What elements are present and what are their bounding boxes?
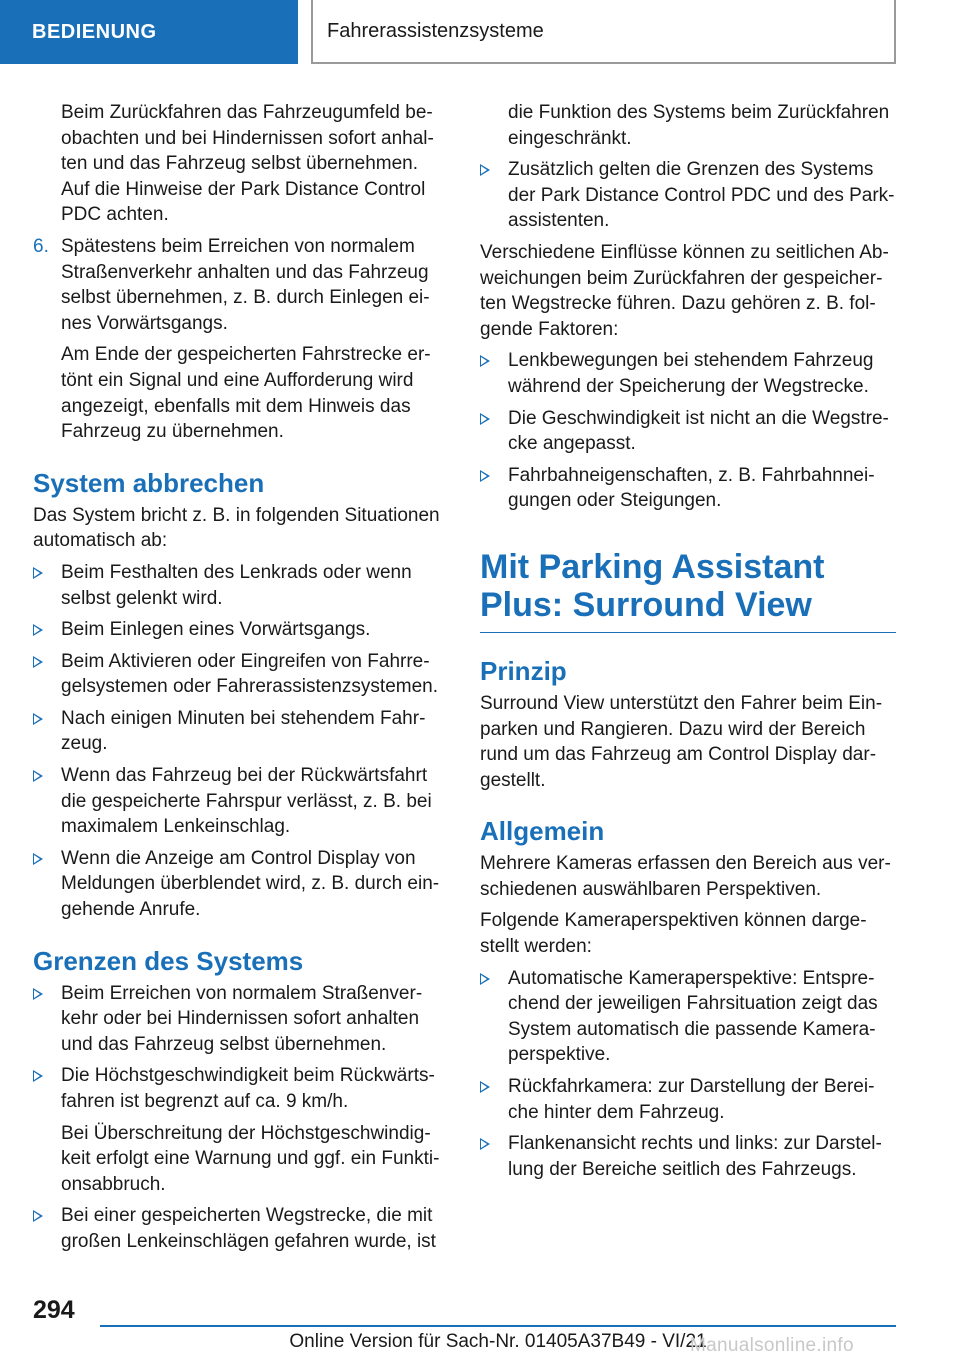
list-item-text: Rückfahrkamera: zur Darstellung der Bereiche hinter dem Fahrzeug. [508, 1076, 875, 1123]
general-text-2: Folgende Kameraperspektiven können dargestellt werden: [480, 910, 867, 958]
step-6-text: Spätestens beim Erreichen von normalem Straßenverkehr anhalten und das Fahrzeug selbst übernehmen, z. B. durch Einlegen eines Vorwärtsgangs. [61, 235, 430, 334]
list-item [33, 981, 449, 1058]
list-item [33, 763, 449, 840]
list-item [33, 846, 449, 923]
triangle-bullet-icon [480, 1081, 490, 1093]
footer-divider [100, 1325, 896, 1327]
triangle-bullet-icon [33, 853, 43, 865]
triangle-bullet-icon [480, 413, 490, 425]
list-item [480, 966, 896, 1068]
triangle-bullet-icon [33, 770, 43, 782]
list-item-text: Automatische Kameraperspektive: Entsprechend der jeweiligen Fahrsituation zeigt das System automatisch die passende Kameraperspektive. [508, 967, 878, 1066]
list-item-text: Wenn die Anzeige am Control Display von Meldungen überblendet wird, z. B. durch eingehende Anrufe. [61, 847, 440, 921]
list-item-text: Wenn das Fahrzeug bei der Rückwärtsfahrt die gespeicherte Fahrspur verlässt, z. B. bei maximalem Lenkeinschlag. [61, 765, 432, 838]
left-column [33, 100, 449, 1261]
triangle-bullet-icon [33, 713, 43, 725]
section-title: BEDIENUNG [32, 20, 157, 43]
right-column [480, 100, 896, 1188]
page-number: 294 [33, 1296, 75, 1324]
list-item-note: Bei Überschreitung der Höchstgeschwindigkeit erfolgt eine Warnung und ggf. ein Funktionsabbruch. [61, 1122, 440, 1195]
heading-system-abbrechen: System abbrechen [33, 467, 265, 498]
list-item [480, 157, 896, 234]
list-item [480, 406, 896, 457]
triangle-bullet-icon [480, 973, 490, 985]
chapter-header [311, 0, 896, 64]
abort-intro: Das System bricht z. B. in folgenden Situationen automatisch ab: [33, 504, 440, 552]
list-item [33, 617, 449, 643]
list-item-text: Die Geschwindigkeit ist nicht an die Wegstrecke angepasst. [508, 407, 889, 455]
list-item-text: Nach einigen Minuten bei stehendem Fahrzeug. [61, 707, 426, 755]
triangle-bullet-icon [33, 1070, 43, 1082]
footer-online-version: Online Version für Sach-Nr. 01405A37B49 - VI/21 [289, 1331, 707, 1352]
list-item-text: Beim Aktivieren oder Eingreifen von Fahrregelsystemen oder Fahrerassistenzsystemen. [61, 650, 438, 698]
list-item-text: Beim Erreichen von normalem Straßenverkehr oder bei Hindernissen sofort anhalten und das Fahrzeug selbst übernehmen. [61, 982, 423, 1055]
step-6-note: Am Ende der gespeicherten Fahrstrecke ertönt ein Signal und eine Aufforderung wird angezeigt, ebenfalls mit dem Hinweis das Fahrzeug zu übernehmen. [61, 344, 431, 443]
limits-continuation-text: die Funktion des Systems beim Zurückfahren eingeschränkt. [508, 102, 890, 149]
chapter-title: Fahrerassistenzsysteme [327, 19, 544, 42]
triangle-bullet-icon [33, 1210, 43, 1222]
heading-prinzip: Prinzip [480, 655, 567, 686]
list-item-text: Lenkbewegungen bei stehendem Fahrzeug während der Speicherung der Wegstrecke. [508, 350, 874, 397]
principle-text: Surround View unterstützt den Fahrer beim Einparken und Rangieren. Dazu wird der Bereich rund um das Fahrzeug am Control Display dargestellt. [480, 692, 883, 791]
watermark: Manualsonline.info [690, 1335, 854, 1356]
heading-allgemein: Allgemein [480, 816, 605, 847]
step-number: 6. [33, 235, 49, 257]
list-item [33, 1063, 449, 1197]
list-item [480, 1131, 896, 1182]
triangle-bullet-icon [33, 567, 43, 579]
general-text-1: Mehrere Kameras erfassen den Bereich aus verschiedenen auswählbaren Perspektiven. [480, 853, 891, 900]
list-item-text: Die Höchstgeschwindigkeit beim Rückwärtsfahren ist begrenzt auf ca. 9 km/h. [61, 1065, 435, 1112]
section-tab [0, 0, 298, 64]
list-item-text: Beim Festhalten des Lenkrads oder wenn selbst gelenkt wird. [61, 561, 412, 609]
list-item-text: Beim Einlegen eines Vorwärtsgangs. [61, 619, 371, 641]
list-item [33, 649, 449, 700]
list-item [480, 463, 896, 514]
triangle-bullet-icon [480, 164, 490, 176]
list-item-text: Fahrbahneigenschaften, z. B. Fahrbahnneigungen oder Steigungen. [508, 464, 875, 512]
list-item [33, 1203, 449, 1254]
heading-surround-view: Mit Parking Assistant Plus: Surround View [480, 548, 896, 633]
list-item-text: Flankenansicht rechts und links: zur Darstellung der Bereiche seitlich des Fahrzeugs. [508, 1133, 882, 1180]
list-item-text: Bei einer gespeicherten Wegstrecke, die mit großen Lenkeinschlägen gefahren wurde, ist [61, 1205, 436, 1252]
list-item [33, 560, 449, 611]
list-item [480, 348, 896, 399]
list-item [33, 706, 449, 757]
triangle-bullet-icon [33, 624, 43, 636]
triangle-bullet-icon [480, 355, 490, 367]
triangle-bullet-icon [33, 988, 43, 1000]
triangle-bullet-icon [33, 656, 43, 668]
deviation-intro: Verschiedene Einflüsse können zu seitlichen Abweichungen beim Zurückfahren der gespeicherten Wegstrecke führen. Dazu gehören z. B. folgende Faktoren: [480, 241, 889, 340]
list-item [480, 1074, 896, 1125]
triangle-bullet-icon [480, 1138, 490, 1150]
heading-grenzen-des-systems: Grenzen des Systems [33, 945, 304, 976]
triangle-bullet-icon [480, 470, 490, 482]
step-6 [33, 234, 449, 445]
step-continuation-text: Beim Zurückfahren das Fahrzeugumfeld beobachten und bei Hindernissen sofort anhalten und das Fahrzeug selbst übernehmen. Auf die Hinweise der Park Distance Control PDC achten. [61, 102, 434, 226]
list-item-text: Zusätzlich gelten die Grenzen des Systems der Park Distance Control PDC und des Parkassistenten. [508, 159, 895, 232]
